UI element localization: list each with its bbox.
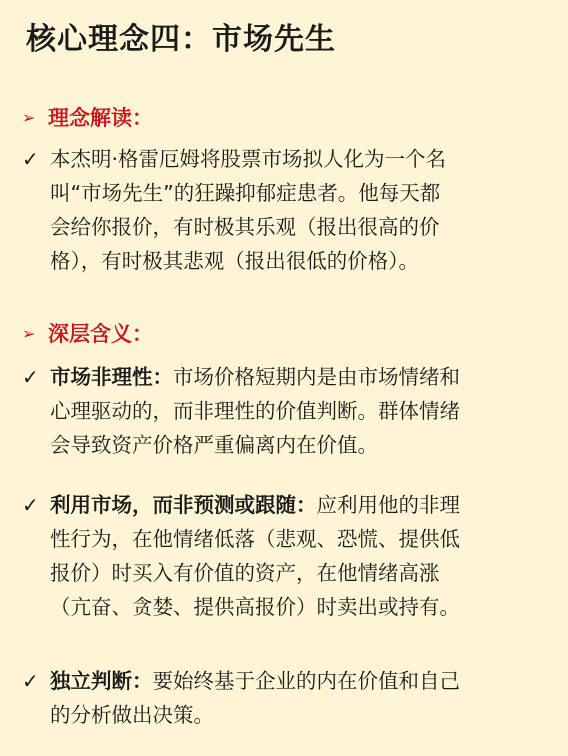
point-line: 报价）时买入有价值的资产，在他情绪高涨 bbox=[50, 561, 440, 585]
page-title: 核心理念四：市场先生 bbox=[26, 22, 336, 57]
point-title: 市场非理性： bbox=[50, 365, 173, 389]
section-heading-label: 深层含义： bbox=[48, 322, 153, 346]
point-line: 性行为，在他情绪低落（悲观、恐慌、提供低 bbox=[50, 527, 460, 551]
section-heading-label: 理念解读： bbox=[48, 106, 153, 130]
point-item-exploit bbox=[22, 488, 552, 624]
point-item-independent bbox=[22, 664, 552, 732]
check-icon: ✓ bbox=[22, 669, 39, 693]
intro-line: 格），有时极其悲观（报出很低的价格）。 bbox=[50, 249, 419, 273]
section-heading-implications bbox=[22, 318, 153, 348]
intro-line: 叫“市场先生”的狂躁抑郁症患者。他每天都 bbox=[50, 181, 441, 205]
check-icon: ✓ bbox=[22, 147, 39, 171]
point-line: 要始终基于企业的内在价值和自己 bbox=[152, 669, 460, 693]
point-line: （亢奋、贪婪、提供高报价）时卖出或持有。 bbox=[50, 595, 460, 619]
point-line: 的分析做出决策。 bbox=[50, 703, 214, 727]
point-title: 独立判断： bbox=[50, 669, 153, 693]
intro-line: 会给你报价，有时极其乐观（报出很高的价 bbox=[50, 215, 440, 239]
arrow-icon: ➢ bbox=[22, 107, 36, 127]
point-line: 应利用他的非理 bbox=[316, 493, 460, 517]
section-heading-interpretation bbox=[22, 102, 153, 132]
intro-item bbox=[22, 142, 552, 278]
point-line: 市场价格短期内是由市场情绪和 bbox=[173, 365, 460, 389]
check-icon: ✓ bbox=[22, 365, 39, 389]
arrow-icon: ➢ bbox=[22, 323, 36, 343]
check-icon: ✓ bbox=[22, 493, 39, 517]
intro-line: 本杰明·格雷厄姆将股票市场拟人化为一个名 bbox=[50, 147, 447, 171]
point-item-irrational bbox=[22, 360, 552, 462]
point-line: 心理驱动的，而非理性的价值判断。群体情绪 bbox=[50, 399, 460, 423]
point-title: 利用市场，而非预测或跟随： bbox=[50, 493, 317, 517]
point-line: 会导致资产价格严重偏离内在价值。 bbox=[50, 433, 378, 457]
